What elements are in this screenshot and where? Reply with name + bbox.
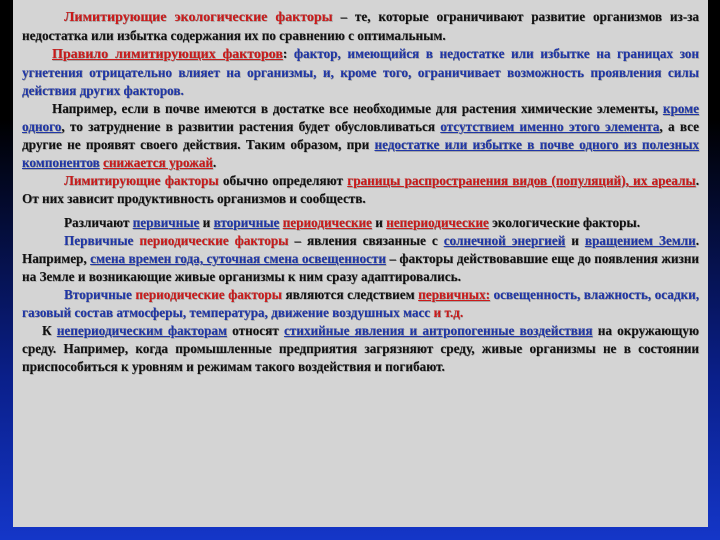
term-primary-ref: первичных: bbox=[418, 287, 490, 302]
highlight-species-boundaries: границы распространения видов (популяций), их ареалы bbox=[347, 173, 696, 188]
paragraph-secondary-periodic bbox=[22, 286, 699, 322]
paragraph-factor-types bbox=[22, 214, 699, 232]
text-segment: на окружающую среду. Например, когда промышленные предприятия загрязняют среду, живые организмы не в состоянии приспособиться к уровням и режимам такого воздействия и погибают. bbox=[22, 323, 699, 374]
term-secondary-2: Вторичные bbox=[64, 287, 132, 302]
term-periodic-factors: периодические факторы bbox=[139, 233, 289, 248]
text-segment: экологические факторы. bbox=[488, 215, 641, 230]
text-segment: – факторы действовавшие еще до появления жизни на Земле и возникающие живые организмы к ним сразу адаптировались. bbox=[22, 251, 699, 284]
paragraph-primary-periodic bbox=[22, 232, 699, 286]
term-primary-2: Первичные bbox=[64, 233, 134, 248]
slide-text-panel bbox=[13, 0, 708, 527]
text-segment: и bbox=[565, 233, 585, 248]
highlight-shortage-excess: недостатке или избытке в почве одного из полезных компонентов bbox=[22, 137, 699, 170]
highlight-absence-element: отсутствием именно этого элемента bbox=[440, 119, 660, 134]
term-nonperiodic: непериодические bbox=[386, 215, 489, 230]
text-segment: являются следствием bbox=[281, 287, 419, 302]
list-secondary-factors: освещенность, влажность, осадки, газовый состав атмосферы, температура, движение воздушных масс bbox=[22, 287, 699, 320]
text-segment: : bbox=[282, 46, 288, 61]
text-segment: . От них зависит продуктивность организмов и сообществ. bbox=[22, 173, 700, 206]
text-segment: которые ограничивают развитие организмов из-за недостатка или избытка содержания их по сравнению с оптимальным. bbox=[22, 9, 699, 43]
paragraph-nonperiodic bbox=[22, 322, 699, 376]
term-limiting-factors-2: Лимитирующие факторы bbox=[64, 173, 219, 188]
term-nonperiodic-factors: непериодическим факторам bbox=[56, 323, 227, 338]
text-segment: Различают bbox=[64, 215, 133, 230]
text-segment: относят bbox=[226, 323, 284, 338]
highlight-yield-decreases: снижается урожай bbox=[102, 155, 213, 170]
text-segment: , а все другие не проявят своего действия. Таким образом, при bbox=[22, 119, 700, 152]
paragraph-limiting-rule bbox=[22, 45, 699, 100]
term-periodic-factors-2: периодические факторы bbox=[135, 287, 282, 302]
term-periodic: периодические bbox=[282, 215, 372, 230]
term-secondary: вторичные bbox=[213, 215, 280, 230]
text-segment: и bbox=[371, 215, 387, 230]
term-primary: первичные bbox=[132, 215, 200, 230]
text-segment: К bbox=[42, 323, 57, 338]
paragraph-example-soil bbox=[22, 100, 699, 172]
text-segment: – явления связанные с bbox=[288, 233, 444, 248]
text-etc: и т.д. bbox=[430, 305, 464, 320]
highlight-except-one: кроме одного bbox=[22, 101, 699, 134]
paragraph-limiting-boundaries bbox=[22, 172, 699, 208]
text-segment: , то затруднение в развитии растения будет обусловливаться bbox=[61, 119, 441, 134]
highlight-natural-anthropogenic: стихийные явления и антропогенные воздействия bbox=[283, 323, 593, 338]
term-limiting-rule: Правило лимитирующих факторов bbox=[52, 47, 283, 62]
paragraph-limiting-factors-definition bbox=[22, 8, 699, 45]
rule-definition: фактор, имеющийся в недостатке или избытке на границах зон угнетения отрицательно влияет на организмы, и, кроме того, ограничивает возможность проявления силы действия других факторов. bbox=[22, 46, 699, 98]
text-segment: и bbox=[199, 215, 214, 230]
text-segment: обычно определяют bbox=[218, 173, 348, 188]
highlight-solar-energy: солнечной энергией bbox=[443, 233, 566, 248]
text-segment: – те, bbox=[332, 9, 379, 24]
term-limiting-factors: Лимитирующие экологические факторы bbox=[64, 10, 333, 25]
text-segment: Например, если в почве имеются в достатке все необходимые для растения химические элементы, bbox=[52, 101, 663, 116]
text-segment: . bbox=[212, 155, 217, 170]
text-segment: . Например, bbox=[22, 233, 699, 266]
highlight-earth-rotation: вращением Земли bbox=[584, 233, 696, 248]
highlight-season-change: смена времен года, суточная смена освещенности bbox=[90, 251, 386, 266]
